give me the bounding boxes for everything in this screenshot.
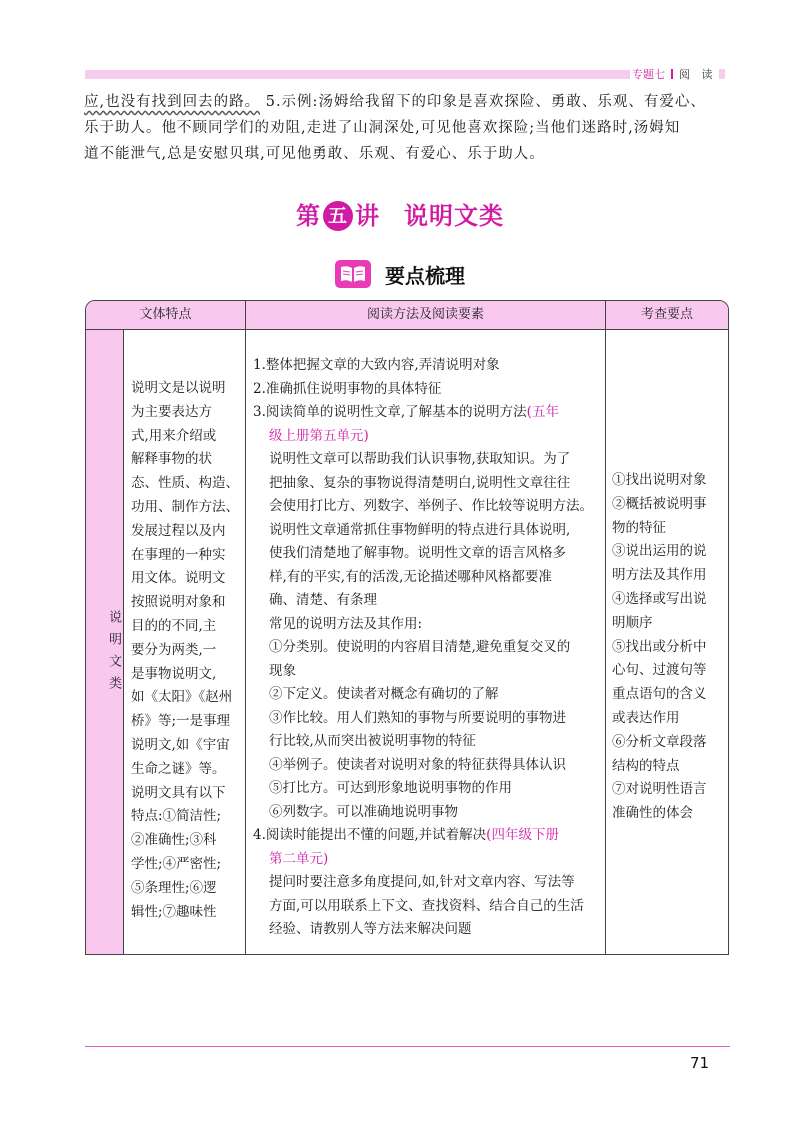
exam-point-line: 重点语句的含义 [612,686,707,703]
method-list-item: ⑥列数字。可以准确地说明事物 [269,803,458,820]
method-list-item: ③作比较。用人们熟知的事物与所要说明的事物进 [269,709,566,726]
exam-point-line: ⑥分析文章段落 [612,733,707,750]
lecture-prefix: 第 [296,202,321,230]
method-text-line: 样,有的平实,有的活泼,无论描述哪种风格都要准 [269,568,552,585]
features-line: ②准确性;③科 [131,832,217,849]
features-line: 辑性;⑦趣味性 [131,903,217,920]
table-header-row [86,301,728,330]
category-column [86,330,124,954]
features-line: 如《太阳》《赵州 [131,689,233,706]
column-divider [605,301,606,954]
intro-line-2: 乐于助人。他不顾同学们的劝阻,走进了山洞深处,可见他喜欢探险;当他们迷路时,汤姆知 [84,120,681,136]
method-text-line: 确、清楚、有条理 [269,592,377,608]
method-item-4: 4.阅读时能提出不懂的问题,并试着解决(四年级下册 [253,827,559,843]
handwritten-answer: 应,也没有找到回去的路。 [84,94,261,110]
features-line: 式,用来介绍或 [131,427,217,444]
methods-list-heading: 常见的说明方法及其作用: [269,615,423,632]
method-text-line: 使我们清楚地了解事物。说明性文章的语言风格多 [269,545,566,561]
footer-rule [85,1046,730,1047]
features-line: 学性;④严密性; [131,855,222,872]
method-text-line: 说明性文章可以帮助我们认识事物,获取知识。为了 [269,451,571,467]
lecture-title [0,196,800,231]
header-exam-points: 考查要点 [640,307,693,322]
header-methods: 阅读方法及阅读要素 [366,307,484,322]
features-line: ⑤条理性;⑥逻 [131,879,217,896]
section-heading [335,258,465,290]
features-line: 是事物说明文, [131,665,217,682]
lecture-number-badge: 五 [323,201,353,231]
exam-point-line: ⑦对说明性语言 [612,781,707,798]
features-line: 发展过程以及内 [131,522,226,539]
features-line: 说明文,如《宇宙 [131,736,230,753]
methods-cell [253,354,601,942]
section-heading-text: 要点梳理 [385,263,465,288]
method-item-1: 1.整体把握文章的大致内容,弄清说明对象 [253,357,500,373]
page-number: 71 [690,1054,710,1072]
header-separator [671,69,673,79]
textbook-reference: (五年 [526,404,559,420]
textbook-reference: 级上册第五单元) [269,427,369,444]
method-list-item: 现象 [269,662,296,679]
features-line: 生命之谜》等。 [131,760,226,777]
header-features: 文体特点 [139,307,192,322]
features-line: 态、性质、构造、 [131,475,239,492]
features-line: 为主要表达方 [131,403,212,420]
method-item-2: 2.准确抓住说明事物的具体特征 [253,380,442,397]
features-line: 要分为两类,一 [131,641,217,658]
method-item-3: 3.阅读简单的说明性文章,了解基本的说明方法(五年 [253,404,559,420]
features-line: 用文体。说明文 [131,570,226,587]
exam-point-line: 心句、过渡句等 [612,662,707,679]
method-text-line: 方面,可以用联系上下文、查找资料、结合自己的生活 [269,897,584,914]
method-text-line: 提问时要注意多角度提问,如,针对文章内容、写法等 [269,874,575,890]
features-line: 在事理的一种实 [131,546,226,563]
exam-point-line: ④选择或写出说 [612,590,707,607]
exam-point-line: 明顺序 [612,614,653,631]
textbook-reference: (四年级下册 [486,827,559,843]
key-points-table [85,300,729,955]
section-label: 阅 读 [679,68,717,81]
method-list-item: 行比较,从而突出被说明事物的特征 [269,733,476,749]
features-line: 功用、制作方法、 [131,498,239,515]
exam-point-line: ⑤找出或分析中 [612,638,707,655]
features-line: 按照说明对象和 [131,594,226,611]
method-text-line: 说明性文章通常抓住事物鲜明的特点进行具体说明, [269,521,571,538]
exam-point-line: ②概括被说明事 [612,495,707,512]
chapter-label: 专题七 [632,68,665,81]
exam-point-line: 明方法及其作用 [612,567,707,584]
method-list-item: ④举例子。使读者对说明对象的特征获得具体认识 [269,756,566,773]
features-line: 解释事物的状 [131,451,212,468]
lecture-suffix: 讲 [355,202,380,230]
header-band [85,70,630,79]
method-list-item: ①分类别。使说明的内容眉目清楚,避免重复交叉的 [269,639,571,655]
method-list-item: ②下定义。使读者对概念有确切的了解 [269,686,499,702]
method-text-line: 会使用打比方、列数字、举例子、作比较等说明方法。 [269,498,593,514]
exam-point-line: 结构的特点 [612,757,680,774]
intro-line-1 [84,89,730,115]
method-list-item: ⑤打比方。可达到形象地说明事物的作用 [269,780,512,796]
open-book-icon [335,260,371,288]
exam-points-cell [612,469,724,826]
exam-point-line: 物的特征 [612,519,666,536]
features-line: 目的的不同,主 [131,617,217,634]
intro-line-1-text: 5.示例:汤姆给我留下的印象是喜欢探险、勇敢、乐观、有爱心、 [260,94,706,110]
method-text-line: 把抽象、复杂的事物说得清楚明白,说明性文章往往 [269,474,571,491]
exam-point-line: 或表达作用 [612,709,680,726]
method-text-line: 经验、请教别人等方法来解决问题 [269,921,472,937]
exam-point-line: ③说出运用的说 [612,543,707,560]
features-line: 说明文是以说明 [131,380,226,396]
header-tag [632,66,730,83]
lecture-topic: 说明文类 [404,202,504,230]
features-line: 特点:①简洁性; [131,808,222,825]
category-label: 说明文类 [106,610,121,698]
column-divider [245,301,246,954]
features-line: 说明文具有以下 [131,784,226,801]
textbook-reference: 第二单元) [269,850,329,867]
features-line: 桥》等;一是事理 [131,713,231,730]
features-cell [131,377,241,924]
exam-point-line: 准确性的体会 [612,805,693,822]
header-end-mark [719,69,725,79]
intro-paragraph [84,89,730,167]
exam-point-line: ①找出说明对象 [612,472,707,488]
intro-line-3: 道不能泄气,总是安慰贝琪,可见他勇敢、乐观、有爱心、乐于助人。 [84,146,545,162]
